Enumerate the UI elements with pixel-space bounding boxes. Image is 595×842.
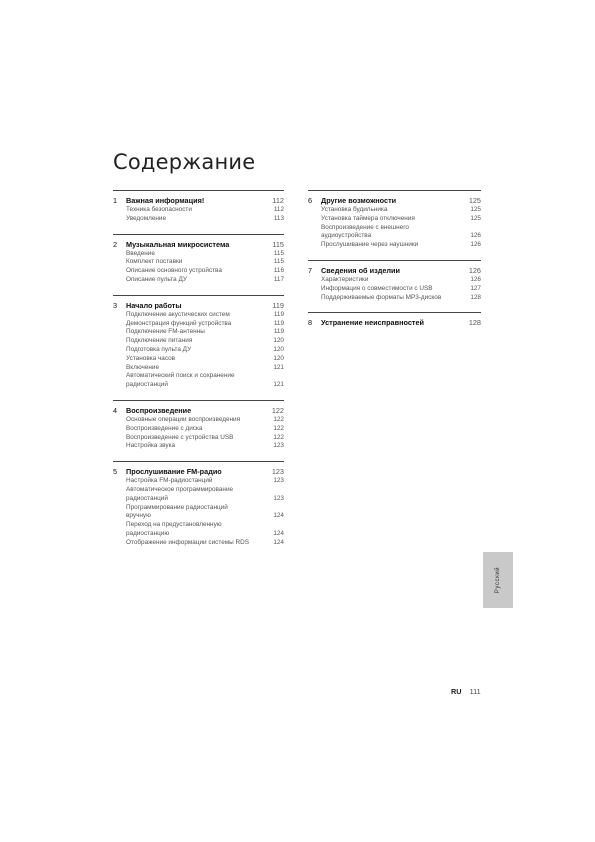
- entry-page-number: 119: [273, 328, 284, 336]
- toc-section: [308, 260, 481, 302]
- entry-title: [321, 294, 461, 303]
- section-heading[interactable]: [113, 240, 284, 250]
- entry-page-number: 121: [273, 381, 284, 389]
- section-title: Воспроизведение: [126, 405, 192, 415]
- toc-entry[interactable]: [308, 241, 481, 250]
- entry-title-line: аудиоустройства: [321, 232, 372, 240]
- section-page-number: 126: [468, 265, 481, 275]
- entry-title-line: Установка таймера отключения: [321, 214, 415, 222]
- entry-title: [126, 267, 264, 276]
- entry-page-number: 128: [470, 293, 481, 301]
- toc-entry[interactable]: [113, 539, 284, 548]
- toc-entry[interactable]: [113, 206, 284, 215]
- entry-page-number: 119: [273, 310, 284, 318]
- toc-section: [113, 461, 284, 547]
- entry-title: [126, 521, 264, 539]
- toc-entry[interactable]: [113, 258, 284, 267]
- toc-entry[interactable]: [113, 276, 284, 285]
- entry-title-line: Информация о совместимости с USB: [321, 284, 433, 292]
- toc-entry[interactable]: [113, 504, 284, 522]
- entry-page-number: 120: [273, 345, 284, 353]
- toc-entry[interactable]: [113, 337, 284, 346]
- entry-title-line: радиостанций: [126, 494, 168, 502]
- section-number: 7: [308, 265, 313, 275]
- toc-entry[interactable]: [308, 276, 481, 285]
- toc-entry[interactable]: [308, 206, 481, 215]
- entry-title-line: Подключение акустических систем: [126, 310, 230, 318]
- entry-title-line: Комплект поставки: [126, 258, 183, 266]
- section-page-number: 128: [468, 318, 481, 328]
- entry-page-number: 113: [273, 214, 284, 222]
- entry-title: [321, 276, 461, 285]
- toc-entry[interactable]: [113, 215, 284, 224]
- section-heading[interactable]: [113, 406, 284, 416]
- entry-page-number: 127: [470, 284, 481, 292]
- entry-page-number: 121: [273, 363, 284, 371]
- entry-page-number: 124: [273, 512, 284, 520]
- toc-entry[interactable]: [308, 215, 481, 224]
- entry-title-line: Программирование радиостанций: [126, 503, 228, 511]
- entry-title-line: Характеристики: [321, 275, 369, 283]
- section-number: 2: [113, 239, 118, 249]
- toc-entry[interactable]: [113, 416, 284, 425]
- toc-entry[interactable]: [308, 294, 481, 303]
- entry-title: [126, 504, 264, 522]
- entry-page-number: 116: [273, 267, 284, 275]
- entry-page-number: 126: [470, 232, 481, 240]
- entry-title-line: Описание пульта ДУ: [126, 275, 187, 283]
- entry-page-number: 124: [273, 538, 284, 546]
- section-page-number: 119: [272, 300, 284, 310]
- entry-title: [126, 346, 264, 355]
- language-tab-label: Русский: [495, 566, 501, 594]
- toc-section: [308, 190, 481, 250]
- toc-entry[interactable]: [113, 328, 284, 337]
- section-number: 1: [113, 196, 118, 205]
- section-page-number: 122: [271, 405, 284, 415]
- entry-page-number: 124: [273, 529, 284, 537]
- toc-entry[interactable]: [113, 521, 284, 539]
- section-title: Начало работы: [126, 300, 182, 310]
- toc-entry[interactable]: [113, 250, 284, 259]
- toc-entry[interactable]: [308, 224, 481, 242]
- entry-title-line: Подключение питания: [126, 337, 193, 345]
- language-side-tab: [483, 552, 513, 608]
- entry-title: [321, 215, 461, 224]
- section-number: 6: [308, 196, 313, 205]
- toc-entry[interactable]: [113, 267, 284, 276]
- section-number: 3: [113, 300, 118, 310]
- entry-page-number: 122: [273, 424, 284, 432]
- section-page-number: 115: [272, 239, 284, 249]
- entry-title-line: Введение: [126, 249, 155, 257]
- toc-entry[interactable]: [113, 311, 284, 320]
- entry-title: [126, 276, 264, 285]
- toc-entry[interactable]: [113, 346, 284, 355]
- page-footer: [451, 687, 481, 696]
- toc-section: [113, 400, 284, 451]
- entry-page-number: 123: [273, 442, 284, 450]
- section-number: 4: [113, 405, 118, 415]
- entry-title: [126, 311, 264, 320]
- section-title: Музыкальная микросистема: [126, 239, 230, 249]
- entry-title-line: Подключение FM-антенны: [126, 328, 205, 336]
- entry-page-number: 125: [470, 214, 481, 222]
- entry-title: [126, 337, 264, 346]
- entry-title-line: Воспроизведение с устройства USB: [126, 433, 234, 441]
- entry-title-line: Переход на предустановленную: [126, 521, 222, 529]
- entry-title: [126, 539, 264, 548]
- section-heading[interactable]: [113, 196, 284, 206]
- toc-entry[interactable]: [113, 425, 284, 434]
- section-heading[interactable]: [308, 196, 481, 206]
- entry-page-number: 126: [470, 241, 481, 249]
- entry-page-number: 115: [273, 258, 284, 266]
- entry-title-line: Техника безопасности: [126, 206, 192, 213]
- entry-page-number: 119: [273, 319, 284, 327]
- entry-title: [126, 328, 264, 337]
- entry-page-number: 115: [273, 249, 284, 257]
- toc-column-right: [308, 190, 481, 338]
- entry-title: [126, 206, 264, 215]
- section-heading[interactable]: [113, 301, 284, 311]
- page-title: Содержание: [113, 150, 256, 174]
- entry-title: [321, 206, 461, 215]
- entry-title-line: Уведомление: [126, 214, 167, 222]
- entry-title: [126, 215, 264, 224]
- entry-title-line: Подготовка пульта ДУ: [126, 345, 192, 353]
- entry-title-line: Описание основного устройства: [126, 267, 222, 275]
- entry-title-line: Отображение информации системы RDS: [126, 538, 250, 546]
- section-heading[interactable]: [308, 266, 481, 276]
- entry-page-number: 125: [470, 206, 481, 213]
- entry-title-line: Демонстрация функций устройства: [126, 319, 232, 327]
- entry-title-line: Автоматическое программирование: [126, 485, 234, 493]
- entry-page-number: 123: [273, 494, 284, 502]
- entry-title-line: Настройка FM-радиостанций: [126, 477, 213, 485]
- entry-page-number: 112: [273, 206, 284, 213]
- entry-title-line: Настройка звука: [126, 442, 176, 450]
- footer-language-code: RU: [451, 687, 462, 696]
- toc-entry[interactable]: [113, 355, 284, 364]
- entry-title-line: Прослушивание через наушники: [321, 241, 419, 249]
- section-title: Сведения об изделии: [321, 265, 400, 275]
- entry-title: [126, 320, 264, 329]
- entry-page-number: 120: [273, 337, 284, 345]
- section-number: 8: [308, 318, 313, 328]
- entry-page-number: 123: [273, 477, 284, 485]
- entry-title-line: Поддерживаемые форматы MP3-дисков: [321, 293, 442, 301]
- toc-section: [113, 190, 284, 224]
- entry-title: [126, 442, 264, 451]
- section-page-number: 112: [272, 196, 284, 205]
- entry-title: [126, 250, 264, 259]
- section-number: 5: [113, 467, 118, 477]
- entry-title: [126, 425, 264, 434]
- entry-title-line: Основные операции воспроизведения: [126, 415, 241, 423]
- entry-title: [126, 477, 264, 486]
- toc-entry[interactable]: [113, 477, 284, 486]
- entry-title: [126, 355, 264, 364]
- entry-title-line: Установка будильника: [321, 206, 388, 213]
- entry-page-number: 126: [470, 275, 481, 283]
- toc-entry[interactable]: [113, 486, 284, 504]
- section-title: Важная информация!: [126, 196, 205, 205]
- section-heading[interactable]: [308, 318, 481, 328]
- entry-title-line: Автоматический поиск и сохранение: [126, 372, 235, 380]
- section-title: Другие возможности: [321, 196, 397, 205]
- section-page-number: 125: [468, 196, 481, 205]
- section-page-number: 123: [271, 467, 284, 477]
- entry-title-line: Включение: [126, 363, 160, 371]
- entry-title-line: радиостанций: [126, 381, 168, 389]
- entry-title: [126, 416, 264, 425]
- entry-title: [126, 258, 264, 267]
- toc-section: [113, 295, 284, 390]
- entry-title: [321, 285, 461, 294]
- entry-title: [321, 241, 461, 250]
- entry-page-number: 117: [273, 275, 284, 283]
- section-title: Устранение неисправностей: [321, 318, 425, 328]
- entry-title: [126, 372, 264, 390]
- section-heading[interactable]: [113, 467, 284, 477]
- toc-section: [308, 312, 481, 328]
- entry-page-number: 122: [273, 433, 284, 441]
- entry-title-line: радиостанцию: [126, 529, 170, 537]
- entry-title-line: Установка часов: [126, 354, 176, 362]
- toc-entry[interactable]: [113, 320, 284, 329]
- toc-entry[interactable]: [308, 285, 481, 294]
- toc-column-left: [113, 190, 284, 558]
- entry-title: [126, 486, 264, 504]
- entry-title-line: вручную: [126, 512, 151, 520]
- footer-page-number: 111: [469, 687, 481, 696]
- toc-entry[interactable]: [113, 442, 284, 451]
- entry-title-line: Воспроизведение с диска: [126, 424, 203, 432]
- toc-entry[interactable]: [113, 372, 284, 390]
- toc-section: [113, 234, 284, 285]
- entry-page-number: 120: [273, 354, 284, 362]
- entry-page-number: 122: [273, 415, 284, 423]
- section-title: Прослушивание FM-радио: [126, 467, 222, 477]
- entry-title-line: Воспроизведение с внешнего: [321, 223, 409, 231]
- entry-title: [321, 224, 461, 242]
